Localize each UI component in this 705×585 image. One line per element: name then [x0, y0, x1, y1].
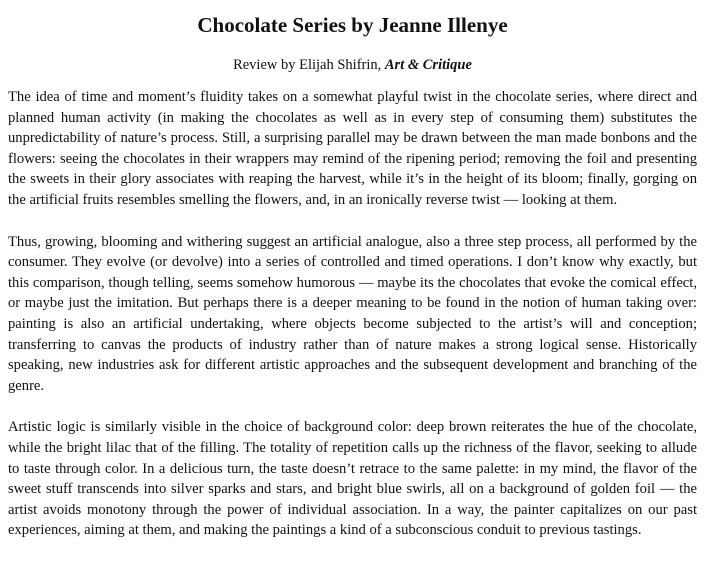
byline-author: Review by Elijah Shifrin, — [233, 57, 385, 73]
paragraph-2: Thus, growing, blooming and withering suggest an artificial analogue, also a three step process, all performed by the consumer. They evolve (or devolve) into a series of controlled and timed operations. I don’t know why exactly, but this comparison, though telling, seems somehow humorous — maybe its the chocolates that evoke the comical effect, or maybe just the imitation. But perhaps there is a deeper meaning to be found in the notion of human taking over: painting is also an artificial undertaking, where objects become subjected to the artist’s will and conception; transferring to canvas the products of industry rather than of nature makes a strong logical sense. Historically speaking, new industries ask for different artistic approaches and the subsequent development and branching of the genre. — [8, 233, 697, 394]
paragraph-3: Artistic logic is similarly visible in the choice of background color: deep brown reiterates the hue of the chocolate, while the bright lilac that of the filling. The totality of repetition calls up the richness of the flavor, seeking to allude to taste through color. In a delicious turn, the taste doesn’t retrace to the same palette: in my mind, the flavor of the sweet stuff transcends into silver sparks and stars, and bright blue swirls, all on a background of golden foil — the artist avoids monotony through the power of individual association. In a way, the painter capitalizes on our past experiences, aiming at them, and making the paintings a kind of a subconscious conduit to previous tastings. — [8, 419, 697, 539]
document-title: Chocolate Series by Jeanne Illenye — [197, 13, 508, 37]
paragraph-1: The idea of time and moment’s fluidity takes on a somewhat playful twist in the chocolate series, where direct and planned human activity (in making the chocolates as well as in every step of consuming them) substitutes the unpredictability of nature’s process. Still, a surprising parallel may be drawn between the man made bonbons and the flowers: seeing the chocolates in their wrappers may remind of the ripening period; removing the foil and presenting the sweets in their glory associates with reaping the harvest, while it’s in the height of its bloom; finally, gorging on the artificial fruits resembles smelling the flowers, and, in an ironically reverse twist — looking at them. — [8, 89, 697, 208]
byline-publication: Art & Critique — [384, 57, 472, 73]
review-byline — [8, 55, 697, 75]
